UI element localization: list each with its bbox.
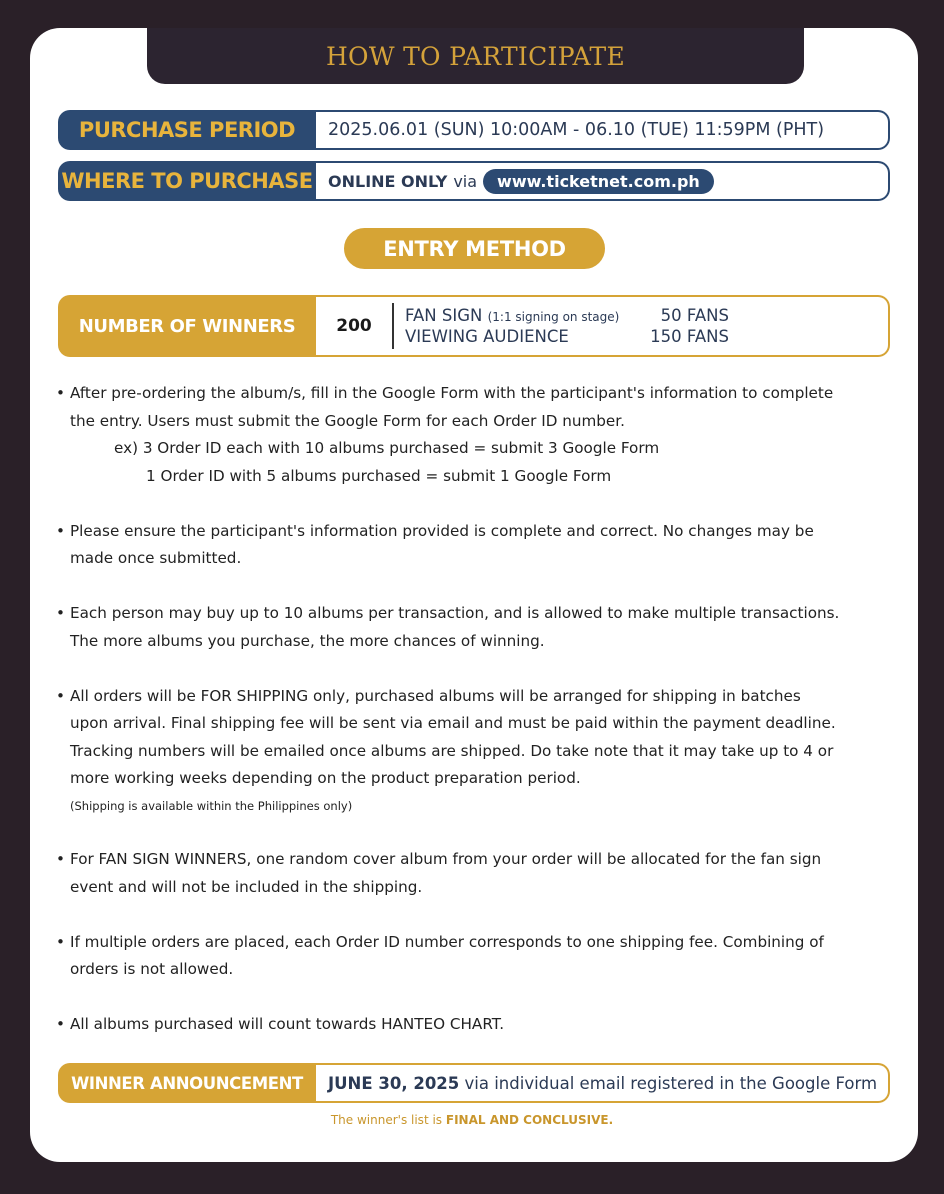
where-to-purchase-value (316, 163, 888, 199)
shipping-note: (Shipping is available within the Philippines only) (70, 798, 353, 813)
winner-announcement-value (316, 1065, 888, 1101)
rule-hanteo-chart: • All albums purchased will count towards HANTEO CHART. (56, 1011, 892, 1039)
rules-list (56, 380, 892, 1039)
entry-method-heading: ENTRY METHOD (344, 228, 605, 269)
number-of-winners-row (58, 295, 890, 357)
ticketnet-link[interactable]: www.ticketnet.com.ph (483, 169, 714, 194)
rule-shipping: • All orders will be FOR SHIPPING only, purchased albums will be arranged for shipping in batches upon arrival. Final shipping fee will be sent via email and must be paid within the payment deadline. Tracking numbers will be emailed once albums are shipped. Do take note that it may take up to 4 or more working weeks depending on the product preparation period. (56, 683, 892, 793)
fan-sign-line (405, 306, 729, 325)
online-only-text: ONLINE ONLY (328, 171, 448, 191)
via-text: via (453, 171, 478, 191)
announcement-detail: via individual email registered in the Google Form (464, 1073, 878, 1093)
number-of-winners-label: NUMBER OF WINNERS (78, 315, 296, 337)
fan-sign-label: FAN SIGN (405, 306, 483, 325)
purchase-period-row (58, 110, 890, 150)
where-to-purchase-row (58, 161, 890, 201)
rule-fan-sign-album: • For FAN SIGN WINNERS, one random cover album from your order will be allocated for the fan sign event and will not be included in the shipping. (56, 846, 892, 901)
header-tab (147, 28, 804, 84)
rule-google-form: • After pre-ordering the album/s, fill in the Google Form with the participant's information to complete the entry. Users must submit the Google Form for each Order ID number. (56, 380, 892, 435)
rule-multiple-orders: • If multiple orders are placed, each Order ID number corresponds to one shipping fee. Combining of orders is not allowed. (56, 929, 892, 984)
viewing-audience-label: VIEWING AUDIENCE (405, 327, 569, 346)
announcement-date: JUNE 30, 2025 (328, 1073, 460, 1093)
page-title: HOW TO PARTICIPATE (325, 41, 626, 71)
rule-info-correct: • Please ensure the participant's information provided is complete and correct. No changes may be made once submitted. (56, 518, 892, 573)
winner-announcement-row (58, 1063, 890, 1103)
rule-example-2: 1 Order ID with 5 albums purchased = submit 1 Google Form (146, 466, 612, 485)
footer-prefix: The winner's list is (330, 1113, 443, 1127)
number-of-winners-value (316, 297, 888, 355)
rule-example-1: ex) 3 Order ID each with 10 albums purchased = submit 3 Google Form (114, 439, 660, 457)
rule-purchase-limit: • Each person may buy up to 10 albums per transaction, and is allowed to make multiple transactions. The more albums you purchase, the more chances of winning. (56, 600, 892, 655)
winners-total: 200 (336, 316, 372, 336)
viewing-audience-line (405, 327, 729, 346)
footer-emphasis: FINAL AND CONCLUSIVE. (445, 1113, 614, 1127)
fan-sign-count: 50 FANS (660, 306, 729, 325)
viewing-audience-count: 150 FANS (650, 327, 729, 346)
purchase-period-value: 2025.06.01 (SUN) 10:00AM - 06.10 (TUE) 11:59PM (PHT) (316, 112, 888, 148)
purchase-period-label: PURCHASE PERIOD (78, 118, 296, 142)
where-to-purchase-label: WHERE TO PURCHASE (61, 169, 313, 193)
winners-breakdown (394, 306, 729, 346)
fan-sign-note: (1:1 signing on stage) (487, 310, 620, 324)
winner-announcement-label: WINNER ANNOUNCEMENT (71, 1073, 303, 1093)
footer-note (0, 1113, 944, 1127)
